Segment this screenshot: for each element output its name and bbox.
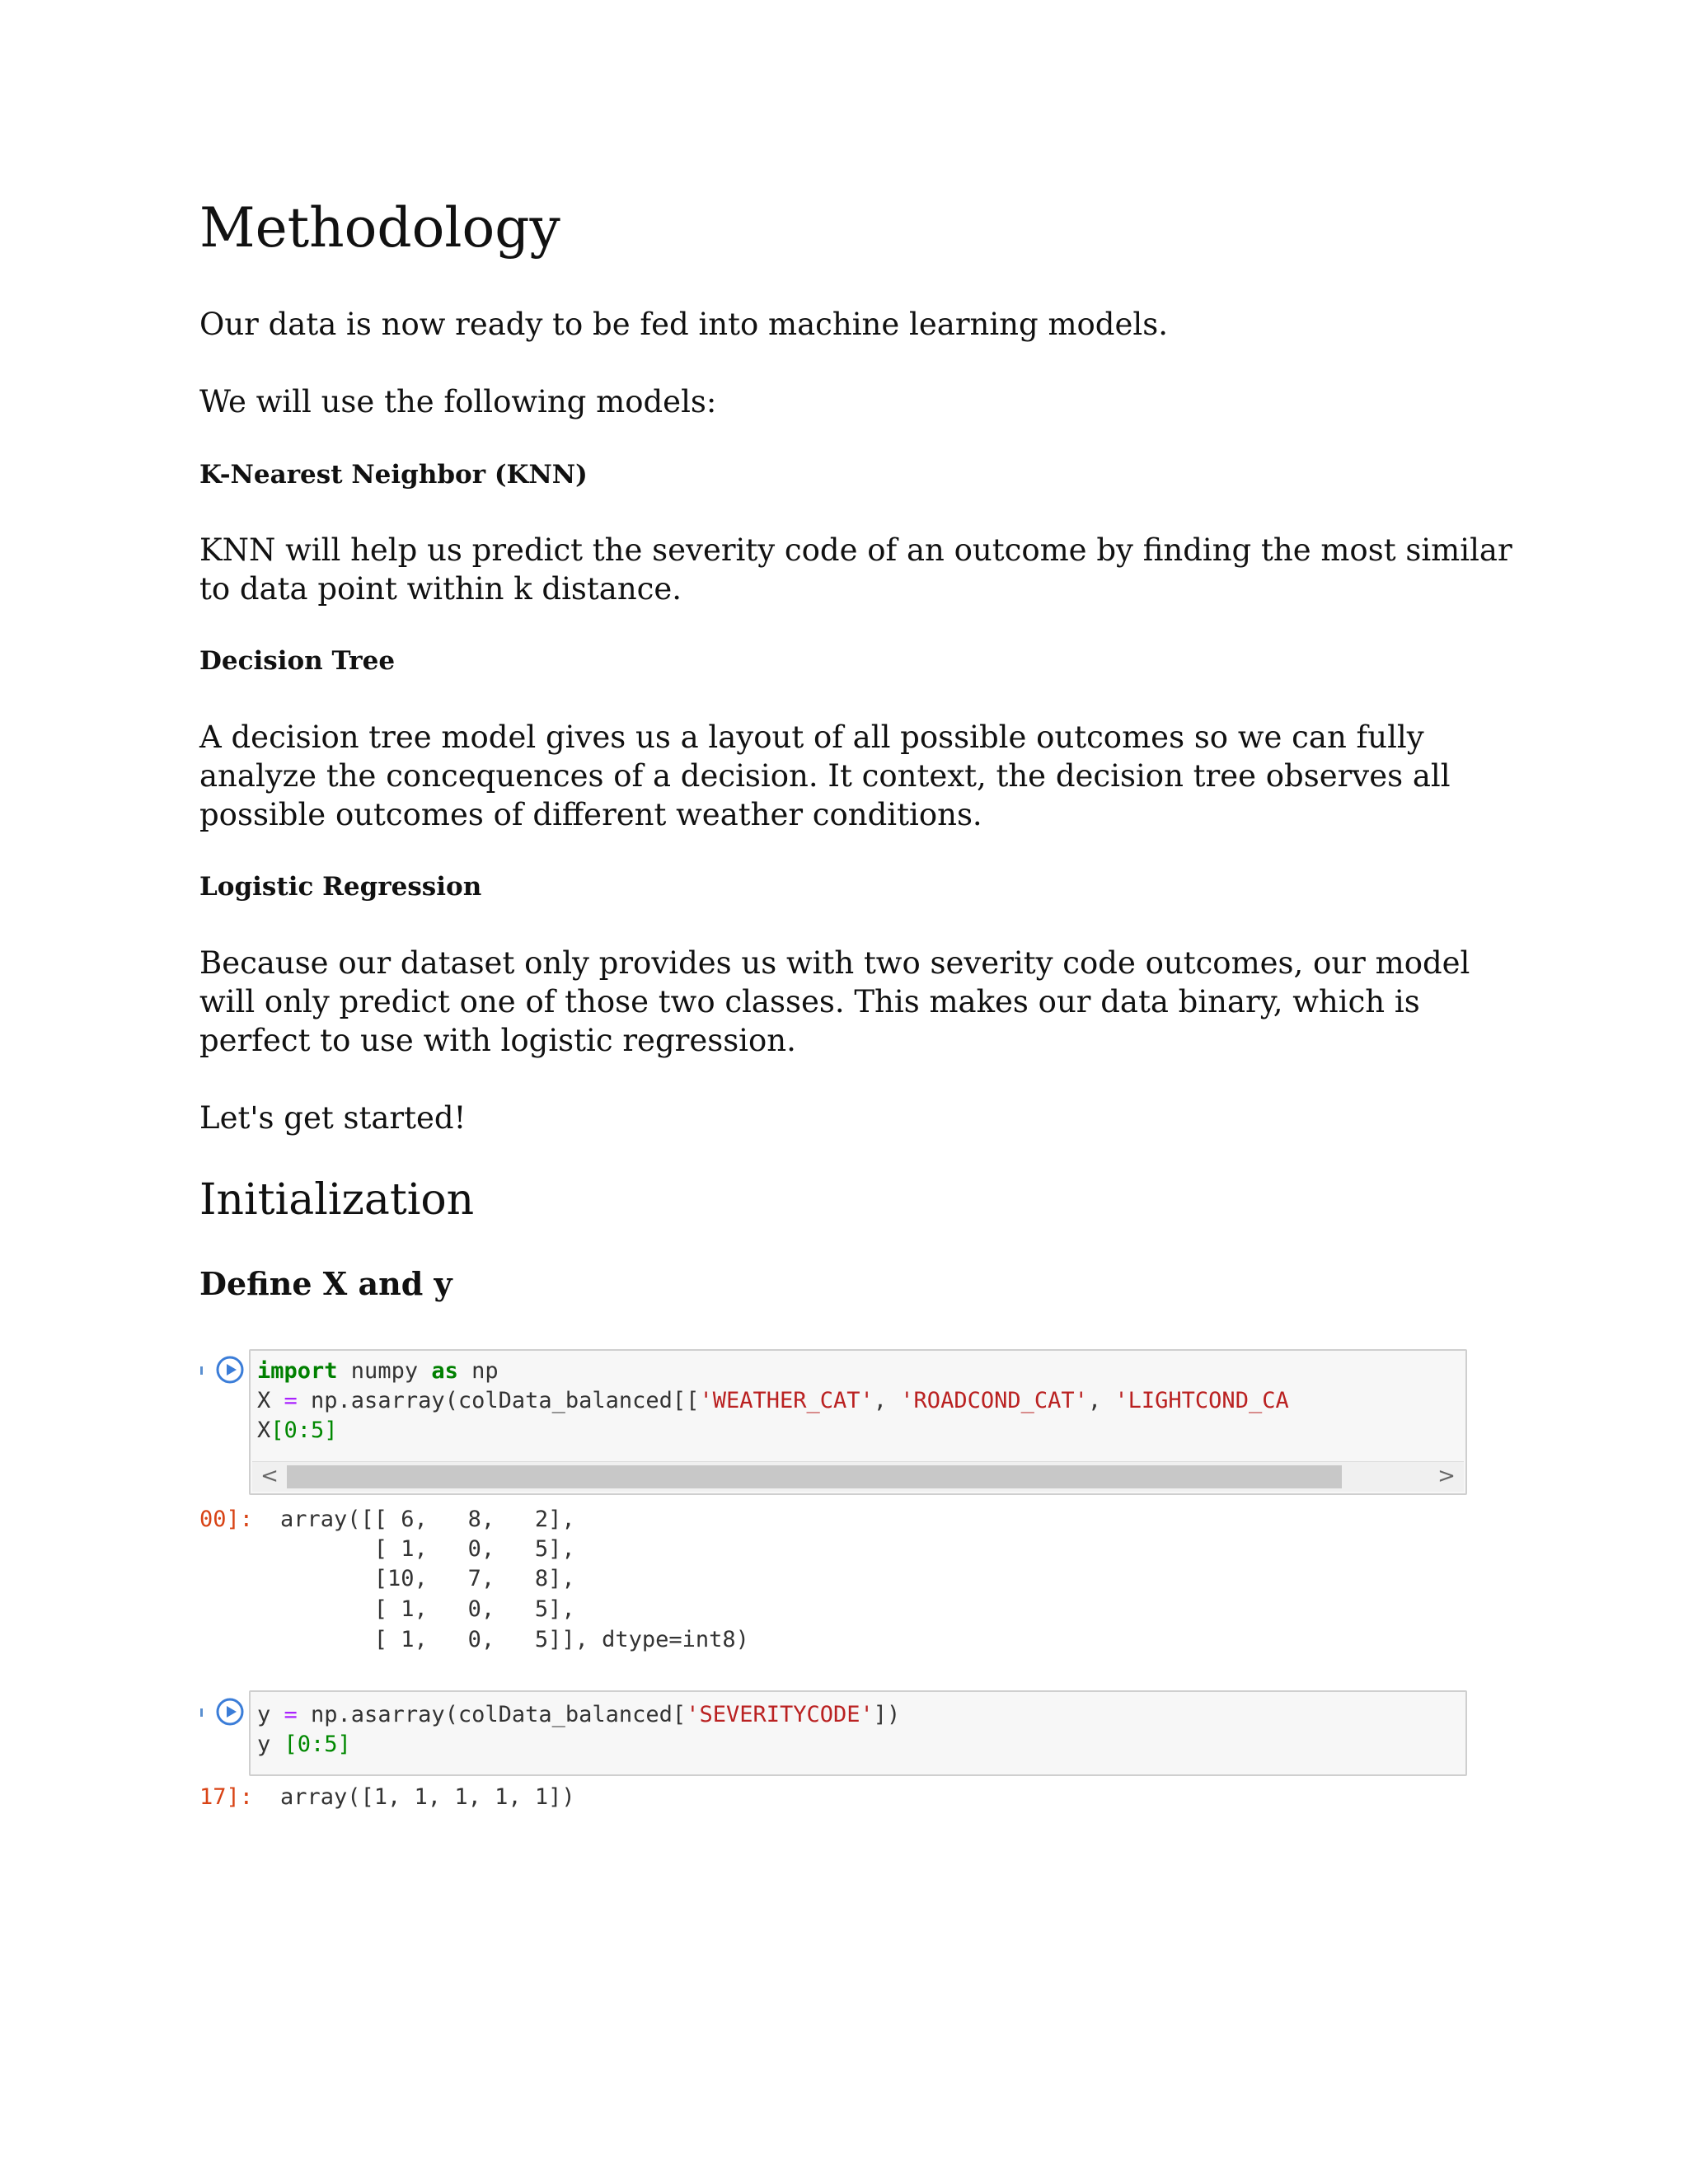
cell-marker	[200, 1708, 203, 1717]
heading-decision-tree: Decision Tree	[199, 646, 396, 676]
code-cell-y[interactable]	[249, 1690, 1467, 1776]
scroll-right-icon[interactable]: >	[1437, 1464, 1456, 1488]
output-line: [10, 7, 8],	[280, 1566, 575, 1591]
heading-methodology: Methodology	[199, 196, 560, 260]
code-line: X[0:5]	[257, 1418, 338, 1443]
paragraph-use-models: We will use the following models:	[199, 384, 717, 419]
heading-define-xy: Define X and y	[199, 1265, 452, 1302]
paragraph-knn: KNN will help us predict the severity code of an outcome by finding the most similar to data point within k distance.	[199, 532, 1512, 607]
code-cell-x[interactable]	[249, 1349, 1467, 1495]
heading-initialization: Initialization	[199, 1175, 475, 1225]
output-line: array([1, 1, 1, 1, 1])	[280, 1784, 575, 1810]
run-cell-icon[interactable]	[216, 1356, 244, 1384]
output-prompt: 00]:	[199, 1507, 254, 1532]
cell-marker	[200, 1366, 203, 1375]
scroll-left-icon[interactable]: <	[260, 1464, 279, 1488]
paragraph-ready: Our data is now ready to be fed into machine learning models.	[199, 307, 1168, 342]
heading-knn: K-Nearest Neighbor (KNN)	[199, 460, 588, 490]
output-line: array([[ 6, 8, 2],	[280, 1507, 575, 1532]
output-prompt: 17]:	[199, 1784, 254, 1810]
scroll-thumb[interactable]	[287, 1465, 1342, 1488]
code-line: y [0:5]	[257, 1732, 351, 1757]
code-line: y = np.asarray(colData_balanced['SEVERITYCODE'])	[257, 1702, 901, 1727]
paragraph-logistic-regression: Because our dataset only provides us with two severity code outcomes, our model will only predict one of those two classes. This makes our data binary, which is perfect to use with logistic regression.	[199, 945, 1470, 1058]
output-line: [ 1, 0, 5]], dtype=int8)	[280, 1627, 749, 1652]
heading-logistic-regression: Logistic Regression	[199, 872, 482, 902]
code-line: import numpy as np	[257, 1358, 499, 1384]
horizontal-scrollbar[interactable]	[252, 1461, 1464, 1492]
code-line: X = np.asarray(colData_balanced[['WEATHER_CAT', 'ROADCOND_CAT', 'LIGHTCOND_CA	[257, 1388, 1289, 1413]
paragraph-decision-tree: A decision tree model gives us a layout of all possible outcomes so we can fully analyze the concequences of a decision. It context, the decision tree observes all possible outcomes of different weather conditions.	[199, 719, 1451, 832]
output-line: [ 1, 0, 5],	[280, 1536, 575, 1562]
paragraph-started: Let's get started!	[199, 1100, 467, 1136]
run-cell-icon[interactable]	[216, 1698, 244, 1726]
output-line: [ 1, 0, 5],	[280, 1596, 575, 1622]
